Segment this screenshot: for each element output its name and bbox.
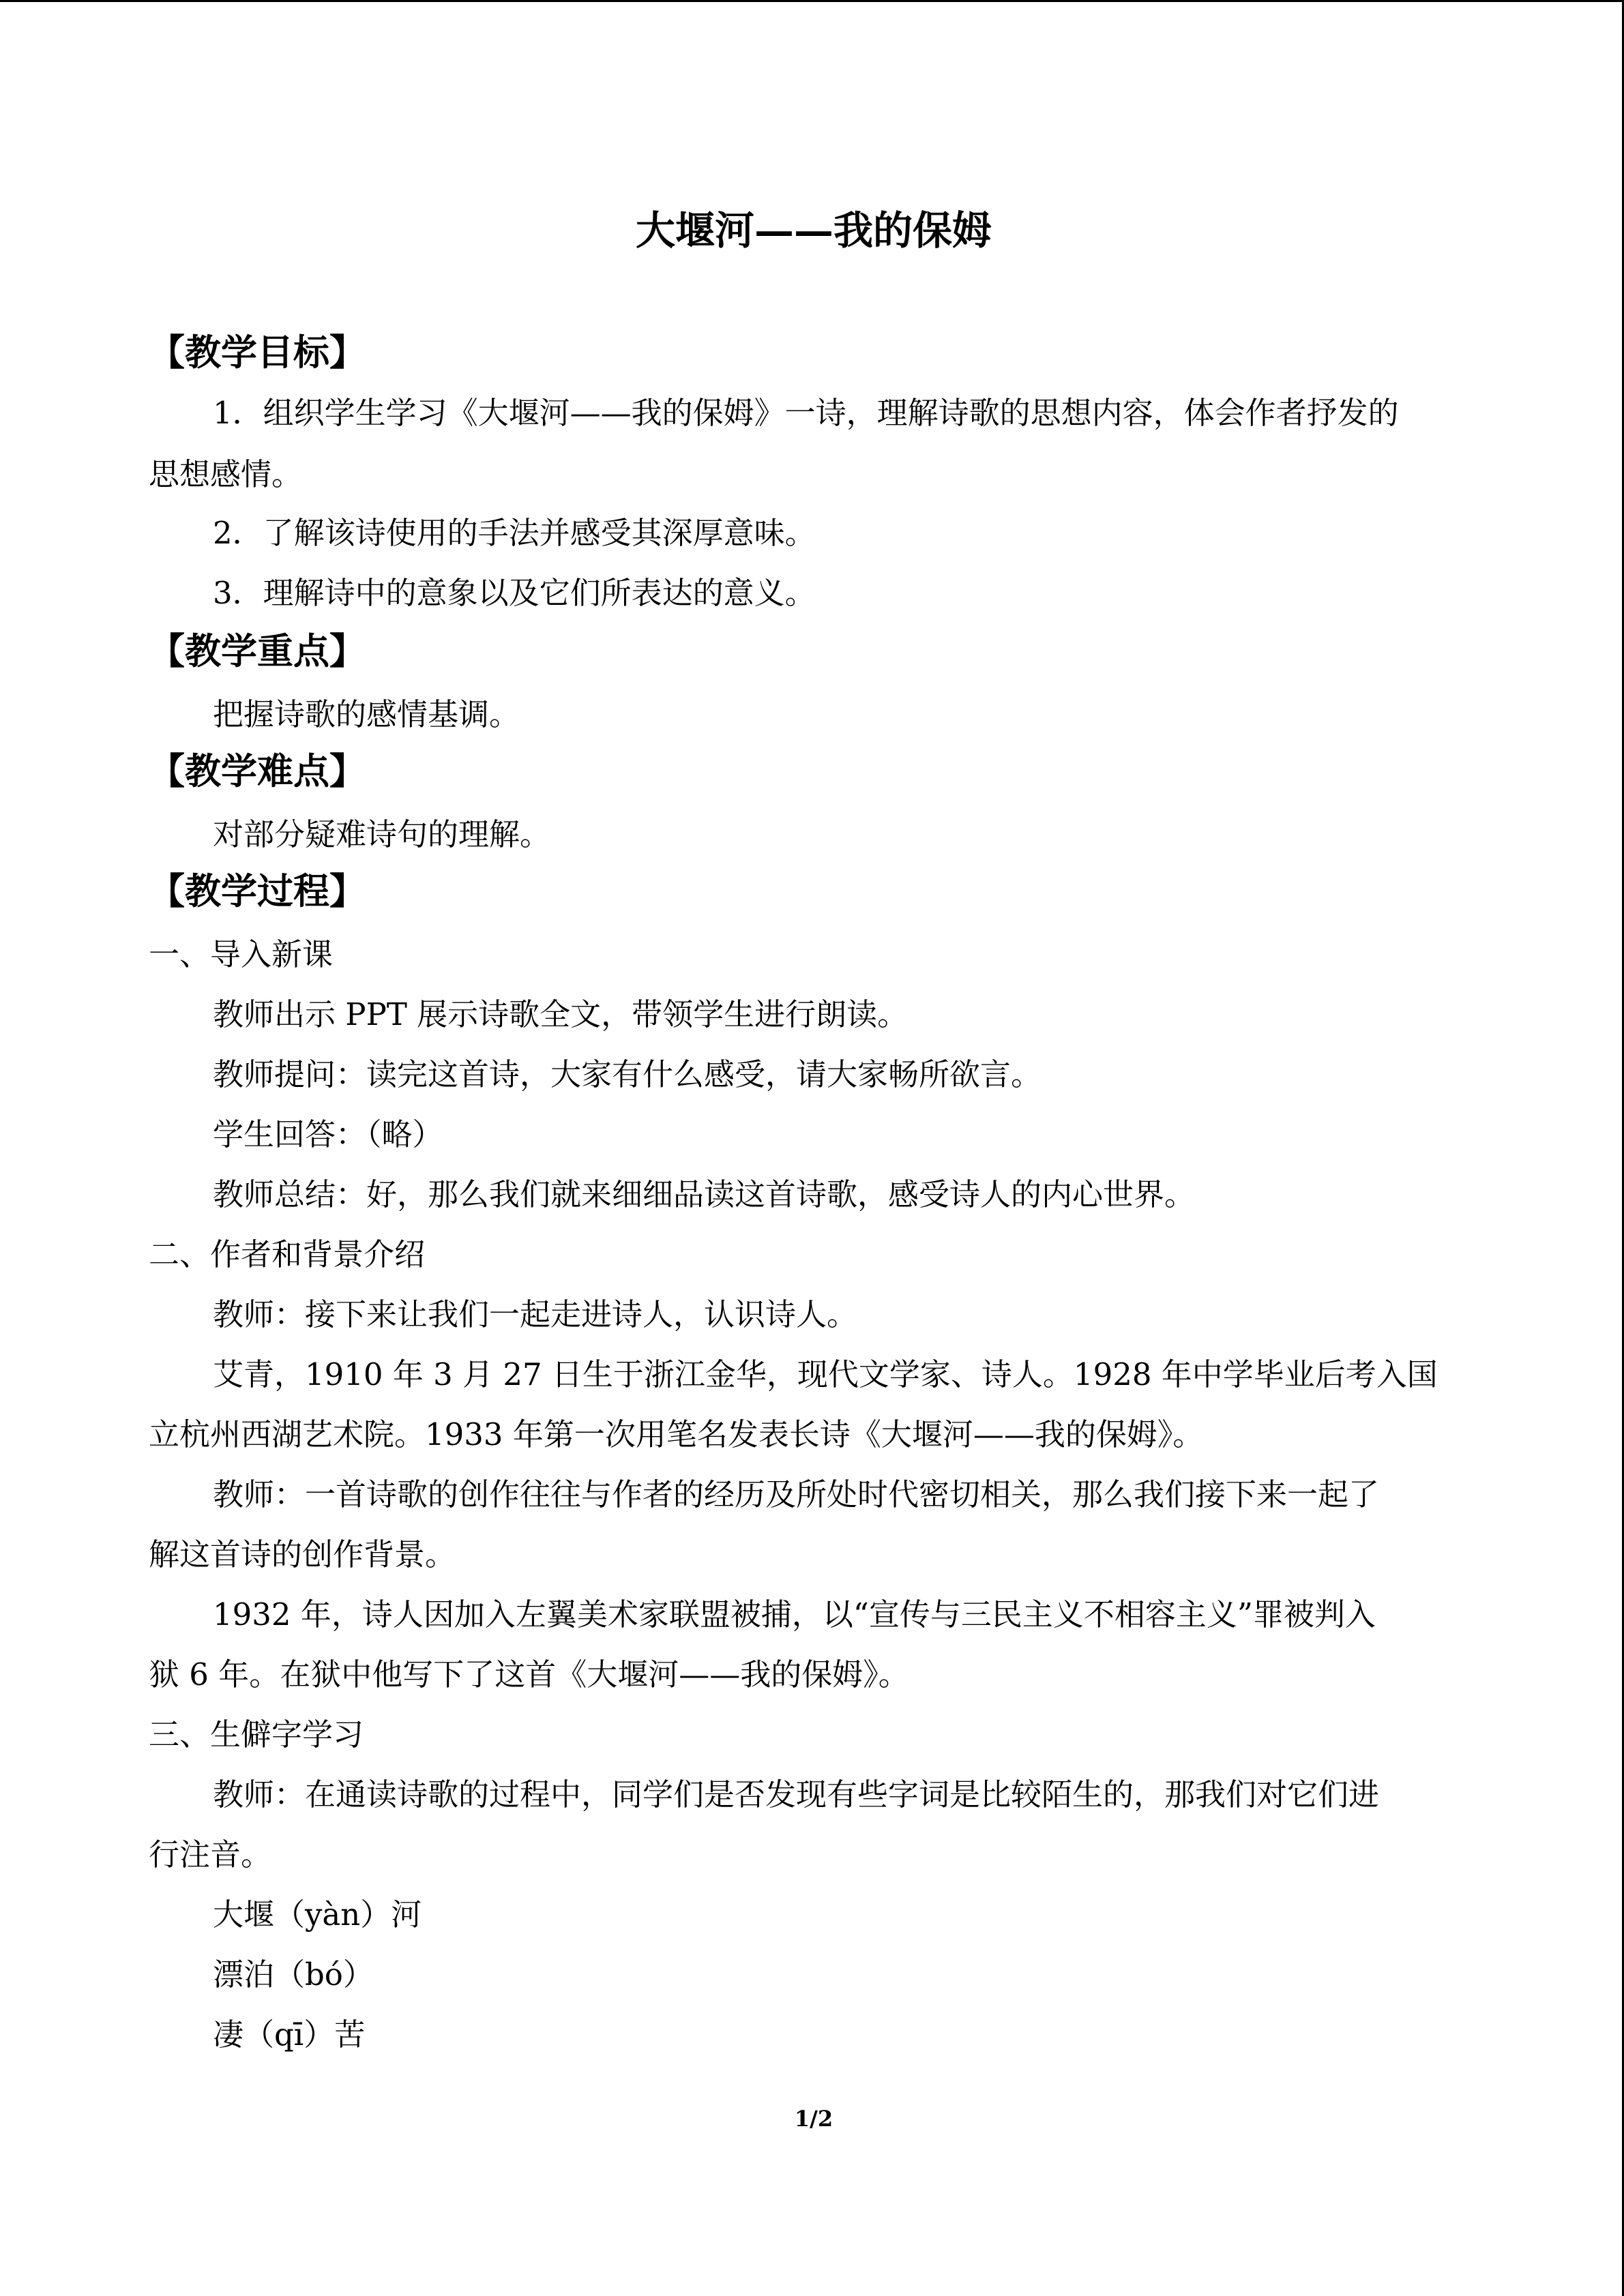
process-part-3-p1-line-1: 教师：在通读诗歌的过程中，同学们是否发现有些字词是比较陌生的，那我们对它们进 [213,1776,1380,1813]
process-part-1-p4: 教师总结：好，那么我们就来细细品读这首诗歌，感受诗人的内心世界。 [213,1176,1196,1212]
process-part-2-p3-line-2: 解这首诗的创作背景。 [149,1536,456,1572]
process-part-3-p1-line-2: 行注音。 [149,1836,272,1873]
objective-2: 2．了解该诗使用的手法并感受其深厚意味。 [213,515,816,551]
page-top-border [0,0,1624,2]
process-part-3-title: 三、生僻字学习 [149,1716,364,1753]
heading-objectives: 【教学目标】 [149,331,366,374]
process-part-1-p2: 教师提问：读完这首诗，大家有什么感受，请大家畅所欲言。 [213,1056,1042,1092]
heading-process: 【教学过程】 [149,870,366,912]
process-part-2-p3-line-1: 教师：一首诗歌的创作往往与作者的经历及所处时代密切相关，那么我们接下来一起了 [213,1476,1380,1512]
process-part-2-p4-line-2: 狱 6 年。在狱中他写下了这首《大堰河——我的保姆》。 [149,1656,909,1693]
objective-1-line-1: 1．组织学生学习《大堰河——我的保姆》一诗，理解诗歌的思想内容，体会作者抒发的 [213,395,1399,431]
process-part-1-p1: 教师出示 PPT 展示诗歌全文，带领学生进行朗读。 [213,996,909,1032]
objective-3: 3．理解诗中的意象以及它们所表达的意义。 [213,575,816,611]
heading-key-points: 【教学重点】 [149,630,366,672]
heading-difficulties: 【教学难点】 [149,750,366,792]
process-part-2-p2-line-1: 艾青，1910 年 3 月 27 日生于浙江金华，现代文学家、诗人。1928 年中学毕业后考入国 [213,1356,1438,1392]
vocab-word-2: 漂泊（bó） [213,1956,374,1993]
process-part-1-title: 一、导入新课 [149,936,334,972]
difficulties-text: 对部分疑难诗句的理解。 [213,816,551,852]
vocab-word-1: 大堰（yàn）河 [213,1896,422,1933]
process-part-2-title: 二、作者和背景介绍 [149,1236,426,1272]
vocab-word-3: 凄（qī）苦 [213,2016,366,2053]
process-part-2-p4-line-1: 1932 年，诗人因加入左翼美术家联盟被捕，以“宣传与三民主义不相容主义”罪被判入 [213,1596,1376,1632]
process-part-2-p2-line-2: 立杭州西湖艺术院。1933 年第一次用笔名发表长诗《大堰河——我的保姆》。 [149,1416,1204,1452]
key-points-text: 把握诗歌的感情基调。 [213,696,520,732]
process-part-1-p3: 学生回答：（略） [213,1116,443,1152]
objective-1-line-2: 思想感情。 [149,456,303,492]
process-part-2-p1: 教师：接下来让我们一起走进诗人，认识诗人。 [213,1296,858,1332]
page-title: 大堰河——我的保姆 [635,207,992,254]
page-number: 1/2 [794,2106,833,2132]
